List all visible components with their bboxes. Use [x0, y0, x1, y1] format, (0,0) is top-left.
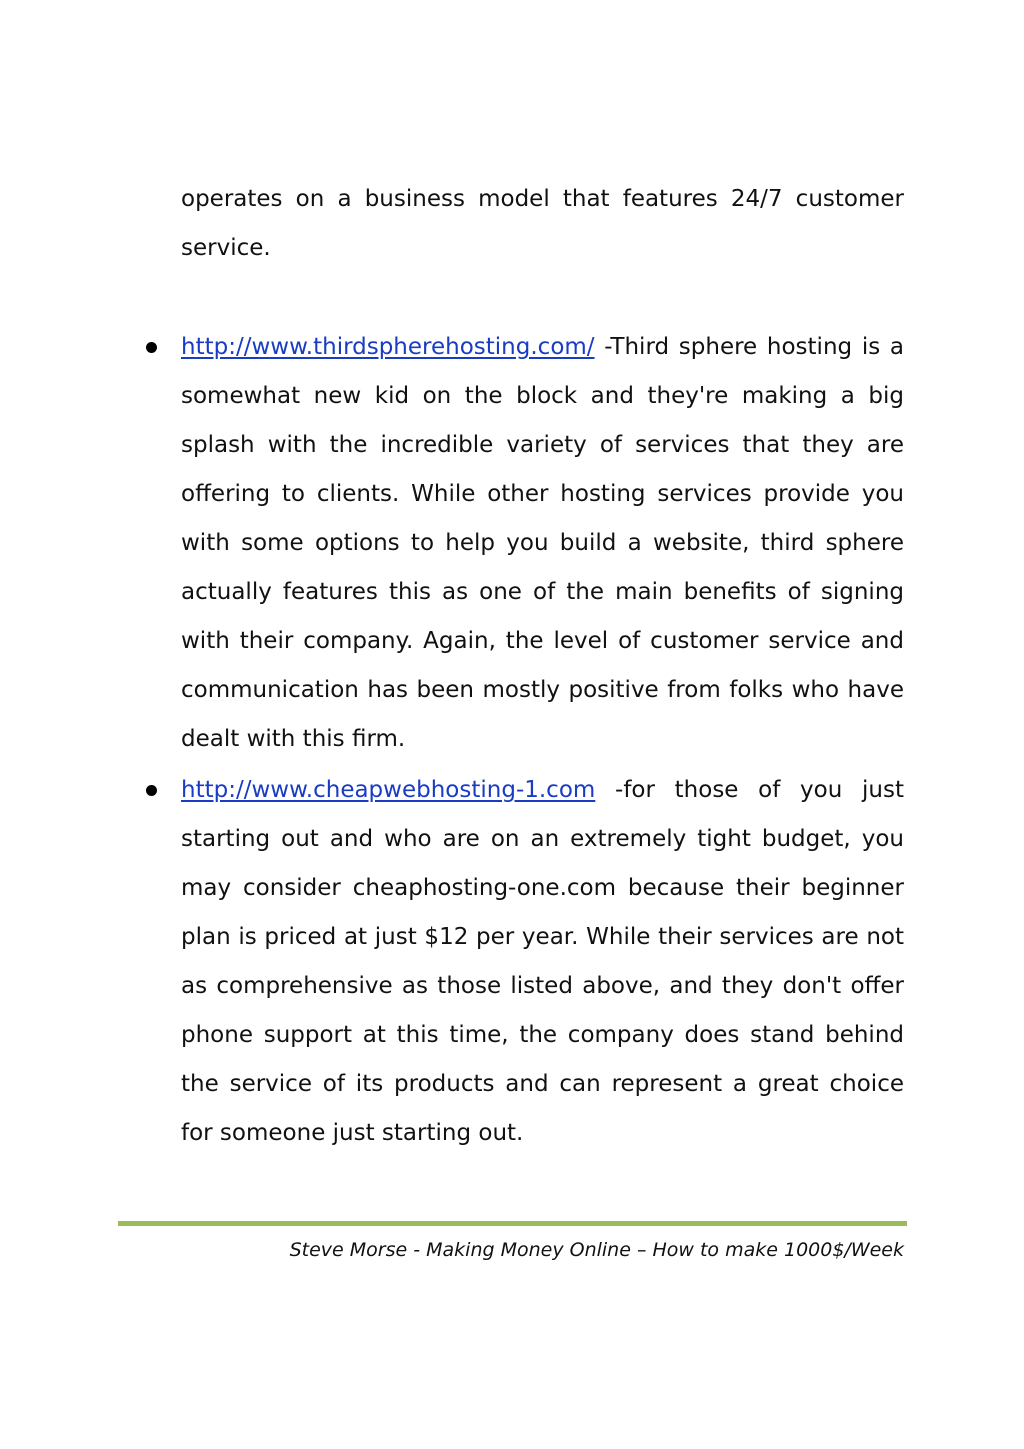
list-item: [181, 766, 904, 1158]
cheapwebhosting-link[interactable]: http://www.cheapwebhosting-1.com: [181, 777, 596, 803]
list-item-text: -Third sphere hosting is a somewhat new kid on the block and they're making a big splash with the incredible variety of services that they are offering to clients. While other hosting services provide you with some options to help you build a website, third sphere actually features this as one of the main benefits of signing with their company. Again, the level of customer service and communication has been mostly positive from folks who have dealt with this firm.: [181, 334, 904, 752]
footer-divider: [118, 1221, 907, 1226]
list-item-text: -for those of you just starting out and who are on an extremely tight budget, you may consider cheaphosting-one.com because their beginner plan is priced at just $12 per year. While their services are not as comprehensive as those listed above, and they don't offer phone support at this time, the company does stand behind the service of its products and can represent a great choice for someone just starting out.: [181, 777, 904, 1146]
list-item: [181, 323, 904, 764]
bullet-icon: [146, 785, 157, 796]
page-footer: Steve Morse - Making Money Online – How to make 1000$/Week: [289, 1239, 904, 1261]
bullet-icon: [146, 342, 157, 353]
thirdspherehosting-link[interactable]: http://www.thirdspherehosting.com/: [181, 334, 595, 360]
continuation-paragraph: operates on a business model that features 24/7 customer service.: [181, 186, 904, 261]
